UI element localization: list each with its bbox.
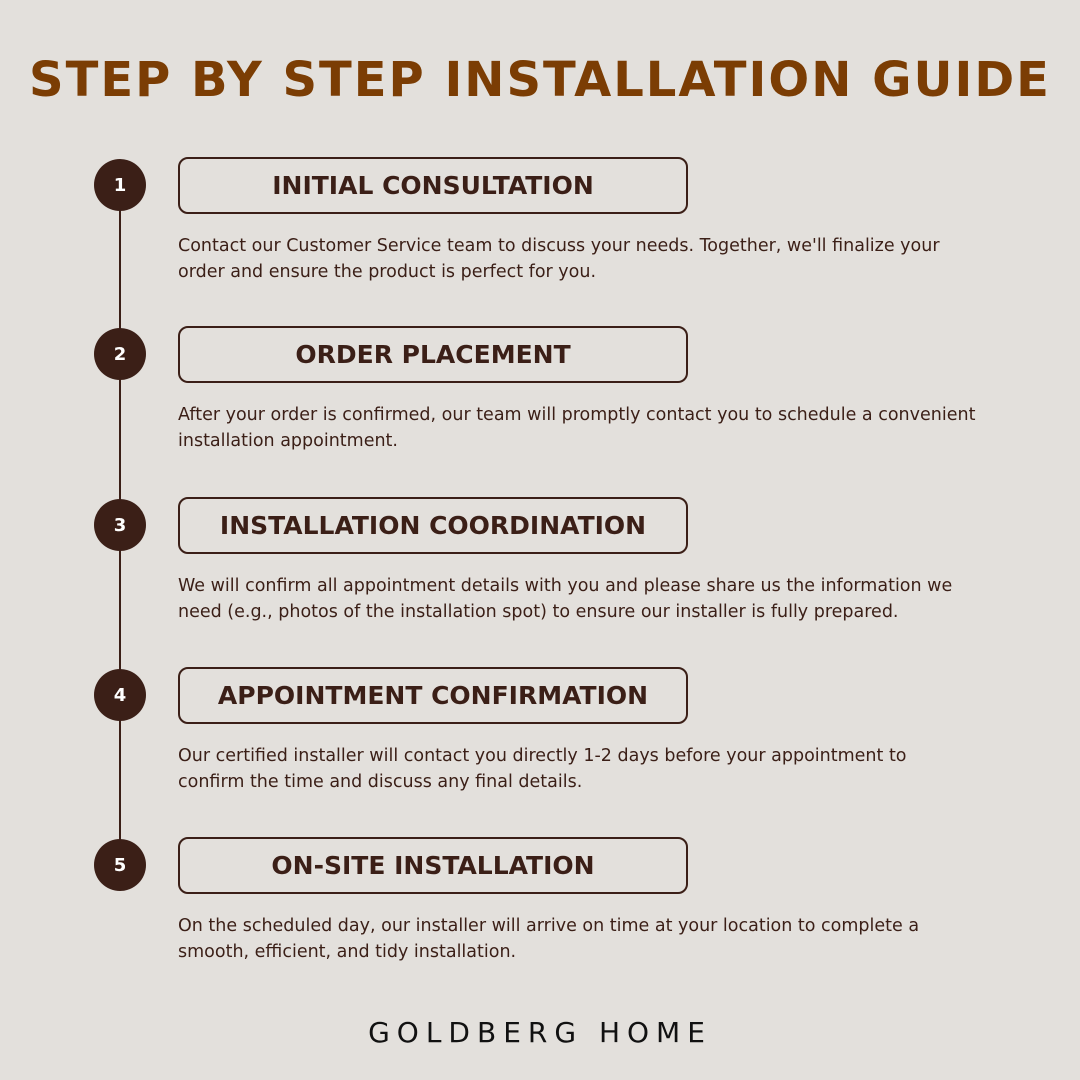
step-title: INSTALLATION COORDINATION bbox=[219, 511, 647, 540]
step-description: On the scheduled day, our installer will arrive on time at your location to complete a smooth, efficient, and tidy installation. bbox=[178, 916, 920, 962]
step-description: We will confirm all appointment details with you and please share us the information we need (e.g., photos of the installation spot) to ensure our installer is fully prepared. bbox=[178, 576, 953, 622]
step-number-badge: 1 bbox=[94, 159, 146, 211]
step-title-box bbox=[178, 497, 688, 554]
step-description: Our certified installer will contact you directly 1-2 days before your appointment to confirm the time and discuss any final details. bbox=[178, 746, 907, 792]
step-number-badge: 3 bbox=[94, 499, 146, 551]
step-5 bbox=[0, 837, 1080, 977]
step-number-badge: 4 bbox=[94, 669, 146, 721]
step-title-box bbox=[178, 157, 688, 214]
step-title-box bbox=[178, 667, 688, 724]
step-title: ON-SITE INSTALLATION bbox=[271, 851, 595, 880]
step-2 bbox=[0, 326, 1080, 466]
step-description: Contact our Customer Service team to discuss your needs. Together, we'll finalize your order and ensure the product is perfect for you. bbox=[178, 236, 940, 282]
step-title-box bbox=[178, 326, 688, 383]
step-title-box bbox=[178, 837, 688, 894]
step-description: After your order is confirmed, our team will promptly contact you to schedule a convenient installation appointment. bbox=[178, 405, 976, 451]
step-3 bbox=[0, 497, 1080, 637]
page-title: STEP BY STEP INSTALLATION GUIDE bbox=[29, 52, 1051, 108]
step-title: ORDER PLACEMENT bbox=[295, 340, 571, 369]
brand-name: GOLDBERG HOME bbox=[368, 1016, 712, 1049]
step-number-badge: 5 bbox=[94, 839, 146, 891]
step-4 bbox=[0, 667, 1080, 807]
step-title: INITIAL CONSULTATION bbox=[272, 171, 594, 200]
step-1 bbox=[0, 157, 1080, 297]
step-title: APPOINTMENT CONFIRMATION bbox=[217, 681, 649, 710]
step-number-badge: 2 bbox=[94, 328, 146, 380]
